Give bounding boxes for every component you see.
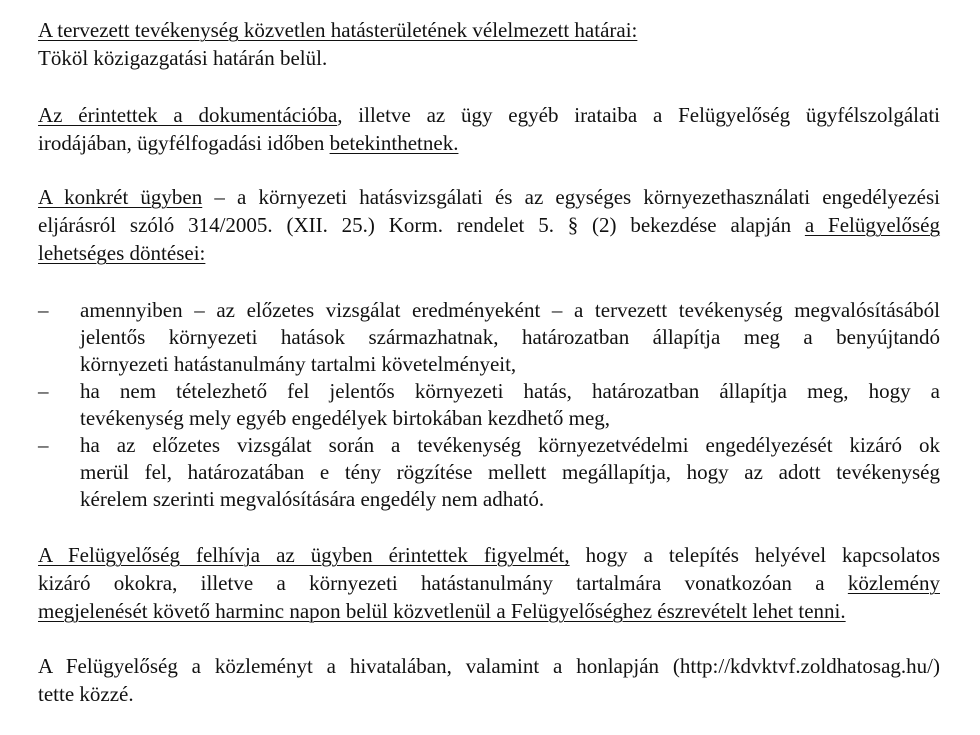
- list-item-2-line-2: tevékenység mely egyéb engedélyek birtokában kezdhető meg,: [80, 406, 611, 430]
- impact-area-heading: [38, 17, 940, 43]
- list-item-3-line-3: kérelem szerinti megvalósítására engedély nem adható.: [80, 487, 545, 511]
- list-item-1-line-2: jelentős környezeti hatások származhatnak, határozatban állapítja meg a benyújtandó: [80, 325, 940, 349]
- inspection-underlined-phrase: Az érintettek a dokumentációba: [38, 103, 338, 127]
- inspection-line-1: [38, 102, 940, 128]
- list-bullet: –: [38, 379, 49, 403]
- inspection-underlined-verb: betekinthetnek.: [329, 131, 459, 155]
- list-bullet: –: [38, 298, 49, 322]
- list-item-1-line-3: környezeti hatástanulmány tartalmi követelményeit,: [80, 352, 517, 376]
- decisions-line-1: [38, 184, 940, 210]
- comments-line-2: [38, 570, 940, 596]
- publication-line-1: A Felügyelőség a közleményt a hivatalában, valamint a honlapján (http://kdvktvf.zoldhatosag.hu/): [38, 654, 940, 678]
- list-item-3-line-1: ha az előzetes vizsgálat során a tevékenység környezetvédelmi engedélyezését kizáró ok: [80, 433, 940, 457]
- impact-area-text: Tököl közigazgatási határán belül.: [38, 46, 328, 70]
- inspection-line-2: [38, 130, 940, 156]
- publication-line-2: tette közzé.: [38, 682, 134, 706]
- decisions-line-3: [38, 240, 940, 266]
- list-item-2-line-1: ha nem tételezhető fel jelentős környezeti hatás, határozatban állapítja meg, hogy a: [80, 379, 940, 403]
- comments-line-1-rest: hogy a telepítés helyével kapcsolatos: [569, 543, 941, 567]
- comments-underlined-phrase: A Felügyelőség felhívja az ügyben érintettek figyelmét,: [38, 543, 570, 567]
- list-item-3-line-2: merül fel, határozatában e tény rögzítése mellett megállapítja, hogy az adott tevékenység: [80, 460, 940, 484]
- decisions-line-1-rest: – a környezeti hatásvizsgálati és az egységes környezethasználati engedélyezési: [202, 185, 940, 209]
- comments-line-2-text: kizáró okokra, illetve a környezeti hatástanulmány tartalmára vonatkozóan a: [38, 571, 848, 595]
- inspection-line-2-text: irodájában, ügyfélfogadási időben: [38, 131, 330, 155]
- decisions-underlined-phrase: A konkrét ügyben: [38, 185, 203, 209]
- comments-line-1: [38, 542, 940, 568]
- decisions-line-2-text: eljárásról szóló 314/2005. (XII. 25.) Korm. rendelet 5. § (2) bekezdése alapján: [38, 213, 805, 237]
- comments-line-3: [38, 598, 940, 624]
- decisions-underlined-possible: lehetséges döntései:: [38, 241, 206, 265]
- decisions-line-2: [38, 212, 940, 238]
- impact-area-heading-text: A tervezett tevékenység közvetlen hatásterületének vélelmezett határai:: [38, 18, 638, 42]
- list-item-1-line-1: amennyiben – az előzetes vizsgálat eredményeként – a tervezett tevékenység megvalósításából: [80, 298, 940, 322]
- list-bullet: –: [38, 433, 49, 457]
- inspection-line-1-rest: , illetve az ügy egyéb irataiba a Felügyelőség ügyfélszolgálati: [337, 103, 940, 127]
- comments-underlined-notice: közlemény: [847, 571, 940, 595]
- decisions-underlined-authority: a Felügyelőség: [804, 213, 941, 237]
- comments-underlined-deadline: megjelenését követő harminc napon belül közvetlenül a Felügyelőséghez észrevételt lehet tenni.: [38, 599, 846, 623]
